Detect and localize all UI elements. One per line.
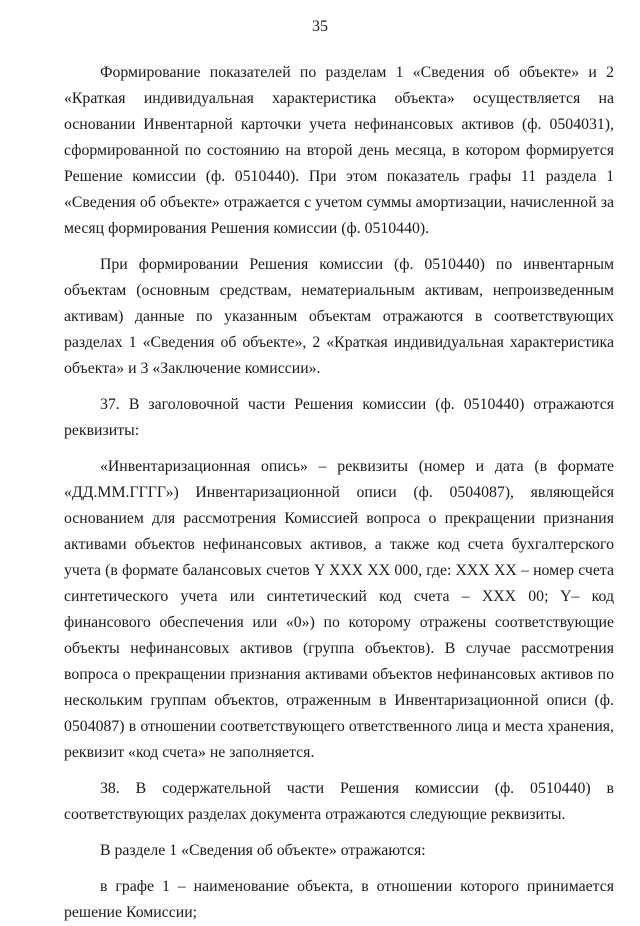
paragraph-section-1: В разделе 1 «Сведения об объекте» отражаются: (100, 842, 426, 859)
paragraph-inventory-list: «Инвентаризационная опись» – реквизиты (номер и дата (в формате «ДД.ММ.ГГГГ») Инвентаризационной описи (ф. 0504087), являющейся основанием для рассмотрения Комиссией вопроса о прекращении признания активами объектов нефинансовых активов, а также код счета бухгалтерского учета (в формате балансовых счетов Y XXX XX 000, где: XXX XX – номер счета синтетического учета или синтетический код счета – XXX 00; Y– код финансового обеспечения или «0») по которому отражены соответствующие объекты нефинансовых активов (группа объектов). В случае рассмотрения вопроса о прекращении признания активами объектов нефинансовых активов по нескольким группам объектов, отраженным в Инвентаризационной описи (ф. 0504087) в отношении соответствующего ответственного лица и места хранения, реквизит «код счета» не заполняется. (64, 458, 614, 761)
paragraph-inventory-objects: При формировании Решения комиссии (ф. 0510440) по инвентарным объектам (основным средствам, нематериальным активам, непроизведенным активам) данные по указанным объектам отражаются в соответствующих разделах 1 «Сведения об объекте», 2 «Краткая индивидуальная характеристика объекта» и 3 «Заключение комиссии». (64, 256, 614, 377)
document-body (64, 60, 614, 926)
paragraph-indicators-formation: Формирование показателей по разделам 1 «Сведения об объекте» и 2 «Краткая индивидуальная характеристика объекта» осуществляется на основании Инвентарной карточки учета нефинансовых активов (ф. 0504031), сформированной по состоянию на второй день месяца, в котором формируется Решение комиссии (ф. 0510440). При этом показатель графы 11 раздела 1 «Сведения об объекте» отражается с учетом суммы амортизации, начисленной за месяц формирования Решения комиссии (ф. 0510440). (64, 64, 614, 237)
paragraph-column-1: в графе 1 – наименование объекта, в отношении которого принимается решение Комиссии; (64, 878, 614, 921)
paragraph-37-header-requisites: 37. В заголовочной части Решения комиссии (ф. 0510440) отражаются реквизиты: (64, 396, 614, 439)
page-number: 35 (312, 18, 328, 35)
paragraph-38-content-requisites: 38. В содержательной части Решения комиссии (ф. 0510440) в соответствующих разделах документа отражаются следующие реквизиты. (64, 780, 614, 823)
